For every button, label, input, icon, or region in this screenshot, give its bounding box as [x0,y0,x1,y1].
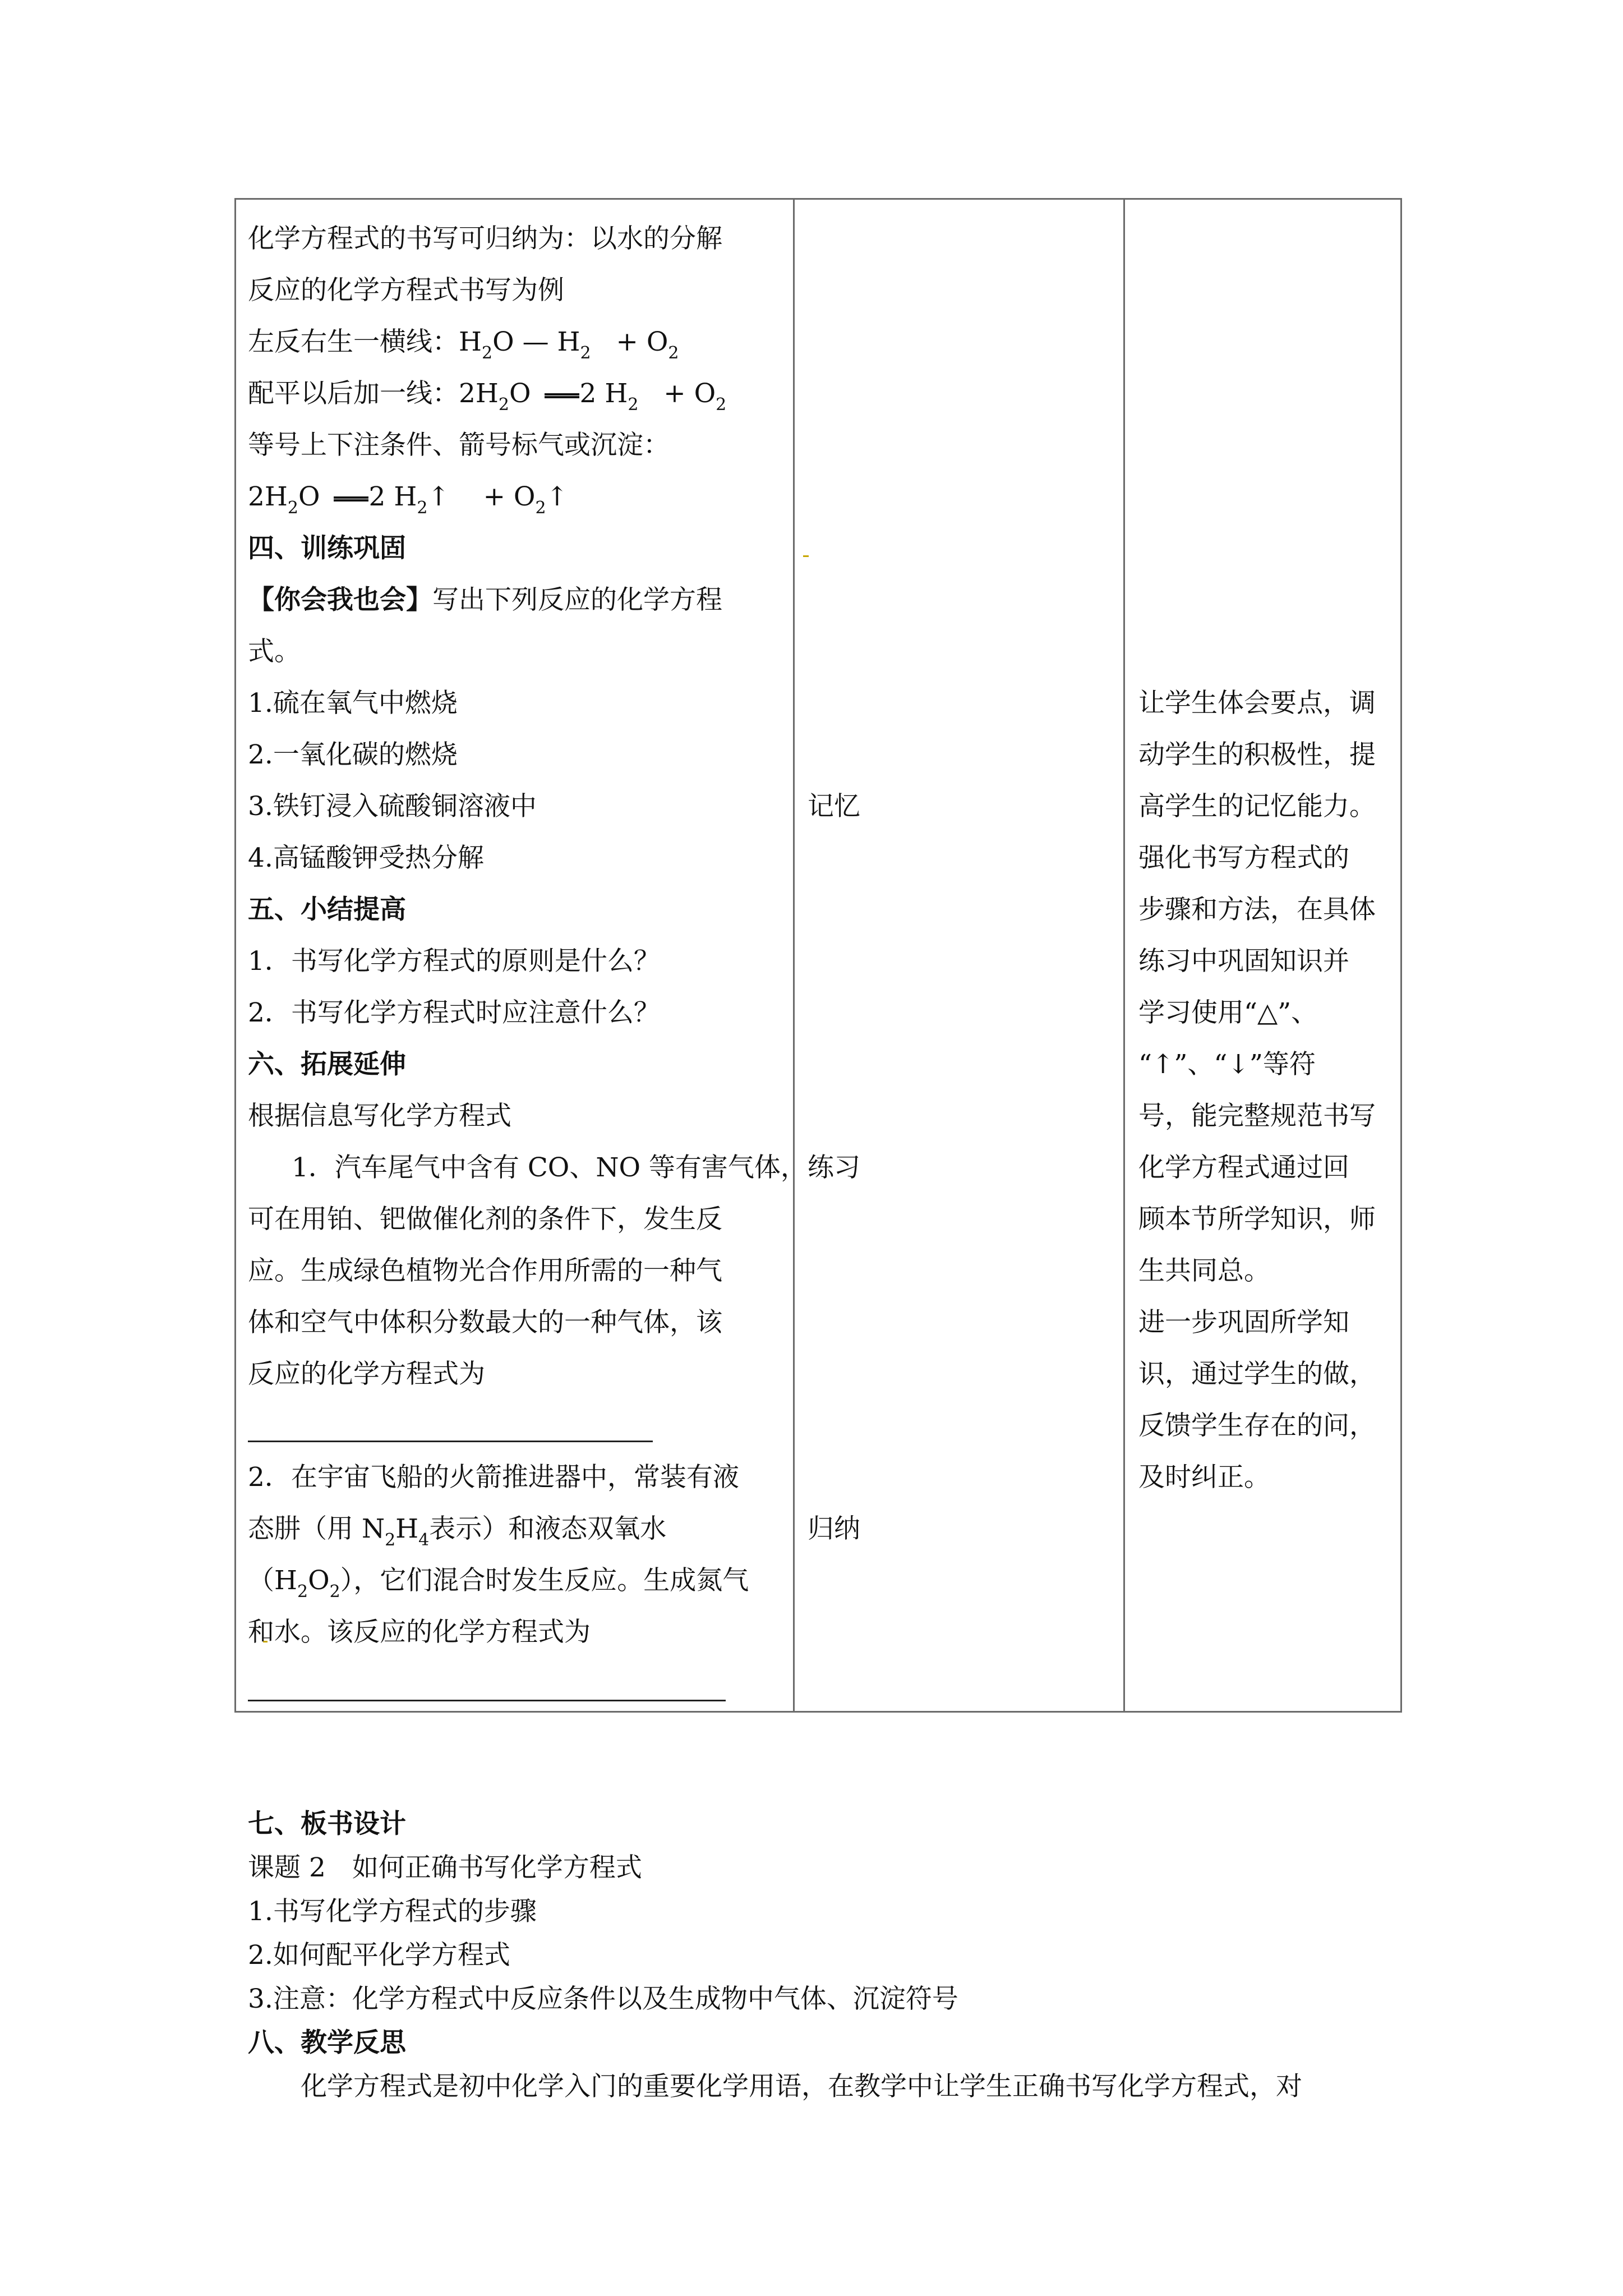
extend-q1-line: 反应的化学方程式为 [248,1359,485,1389]
subscript: 2 [329,1582,340,1602]
activity-memory: 记忆 [808,791,860,822]
formula-h2: $H_2$ [557,326,591,363]
intent-line: 让学生体会要点，调 [1138,688,1376,719]
formula-h2o: $H_2O$ [459,326,514,363]
intent-line: 识，通过学生的做， [1138,1359,1376,1389]
intro-line-2: 反应的化学方程式书写为例 [248,275,564,306]
yellow-mark [803,555,809,557]
section5-title: 五、小结提高 [248,894,406,925]
column-divider-1 [793,198,795,1713]
intent-line: 动学生的积极性，提 [1138,739,1376,770]
extend-q2-line [248,1564,749,1601]
intent-line: 及时纠正。 [1138,1462,1270,1493]
intent-line: “↑”、“↓”等符 [1138,1049,1316,1080]
plus-sign: + [483,481,505,512]
double-line [334,496,368,501]
exercise-item: 1.硫在氧气中燃烧 [248,688,458,719]
section7-title: 七、板书设计 [248,1809,406,1839]
board-item: 2.如何配平化学方程式 [248,1940,510,1971]
answer-blank-1[interactable] [248,1441,653,1442]
summary-question: 2．书写化学方程式时应注意什么？ [248,997,660,1028]
extend-q1-line: 体和空气中体积分数最大的一种气体，该 [248,1307,722,1338]
intent-line: 学习使用“△”、 [1138,997,1318,1028]
up-arrow: ↑ [546,481,568,512]
text-part: H [395,1513,419,1544]
board-topic: 课题 2 如何正确书写化学方程式 [248,1852,642,1883]
intent-line: 练习中巩固知识并 [1138,946,1349,977]
subscript: 2 [385,1530,396,1550]
intent-line: 强化书写方程式的 [1138,843,1349,873]
practice-line-2: 式。 [248,636,301,667]
column-divider-2 [1123,198,1125,1713]
plus-sign: + [663,378,686,409]
subscript: 4 [418,1530,430,1550]
reflection-text: 化学方程式是初中化学入门的重要化学用语，在教学中让学生正确书写化学方程式，对 [301,2071,1302,2102]
formula-o2: $O_2$ [646,326,679,363]
intent-line: 进一步巩固所学知 [1138,1307,1349,1338]
formula-o2: $O_2$ [513,481,546,518]
activity-practice: 练习 [808,1152,860,1183]
activity-induce: 归纳 [808,1513,860,1544]
intent-line: 生共同总。 [1138,1255,1270,1286]
intro-line-1: 化学方程式的书写可归纳为：以水的分解 [248,223,722,254]
formula-2h2: 2 $H_2$ [579,378,639,415]
intent-line: 高学生的记忆能力。 [1138,791,1376,822]
extend-q1-line: 应。生成绿色植物光合作用所需的一种气 [248,1255,722,1286]
exercise-item: 2.一氧化碳的燃烧 [248,739,458,770]
dash-line: — [522,326,549,357]
formula-2h2o: $2H_2O$ [248,481,320,518]
up-arrow: ↑ [427,481,450,512]
practice-text: 写出下列反应的化学方程 [432,585,722,615]
intent-line: 顾本节所学知识，师 [1138,1204,1376,1235]
step2-prefix: 配平以后加一线： [248,378,459,409]
double-line [545,393,579,398]
extend-intro: 根据信息写化学方程式 [248,1101,511,1131]
section8-title: 八、教学反思 [248,2027,406,2058]
practice-line [248,583,722,617]
intent-line: 步骤和方法，在具体 [1138,894,1376,925]
intent-line: 号，能完整规范书写 [1138,1101,1376,1131]
extend-q2-line [248,1512,666,1549]
section6-title: 六、拓展延伸 [248,1049,406,1080]
intent-line: 反馈学生存在的问， [1138,1410,1376,1441]
formula-2h2: 2 $H_2$ [368,481,428,518]
equation-step-2 [248,377,726,414]
subscript: 2 [297,1582,308,1602]
answer-blank-2[interactable] [248,1700,726,1701]
practice-tag: 【你会我也会】 [248,585,432,615]
formula-o2: $O_2$ [694,378,727,415]
exercise-item: 4.高锰酸钾受热分解 [248,843,484,873]
formula-2h2o: $2H_2O$ [459,378,531,415]
text-part: 表示）和液态双氧水 [429,1513,667,1544]
equation-final [248,480,568,517]
extend-q1-line: 可在用铂、钯做催化剂的条件下，发生反 [248,1204,722,1235]
exercise-item: 3.铁钉浸入硫酸铜溶液中 [248,791,537,822]
section4-title: 四、训练巩固 [248,533,406,564]
board-item: 1.书写化学方程式的步骤 [248,1896,537,1927]
text-part: O [308,1565,330,1596]
text-part: ），它们混合时发生反应。生成氮气 [340,1565,749,1596]
intent-line: 化学方程式通过回 [1138,1152,1349,1183]
text-part: 态肼（用 N [248,1513,385,1544]
extend-q2-line: 2．在宇宙飞船的火箭推进器中，常装有液 [248,1462,739,1493]
equation-step-1 [248,325,679,362]
extend-q1-line: 1．汽车尾气中含有 CO、NO 等有害气体， [292,1152,807,1183]
extend-q2-line: 和水。该反应的化学方程式为 [248,1617,591,1648]
step1-prefix: 左反右生一横线： [248,326,459,357]
equation-step-3: 等号上下注条件、箭号标气或沉淀： [248,430,670,461]
text-part: （H [248,1565,297,1596]
summary-question: 1．书写化学方程式的原则是什么？ [248,946,660,977]
board-item: 3.注意：化学方程式中反应条件以及生成物中气体、沉淀符号 [248,1984,958,2014]
plus-sign: + [616,326,638,357]
